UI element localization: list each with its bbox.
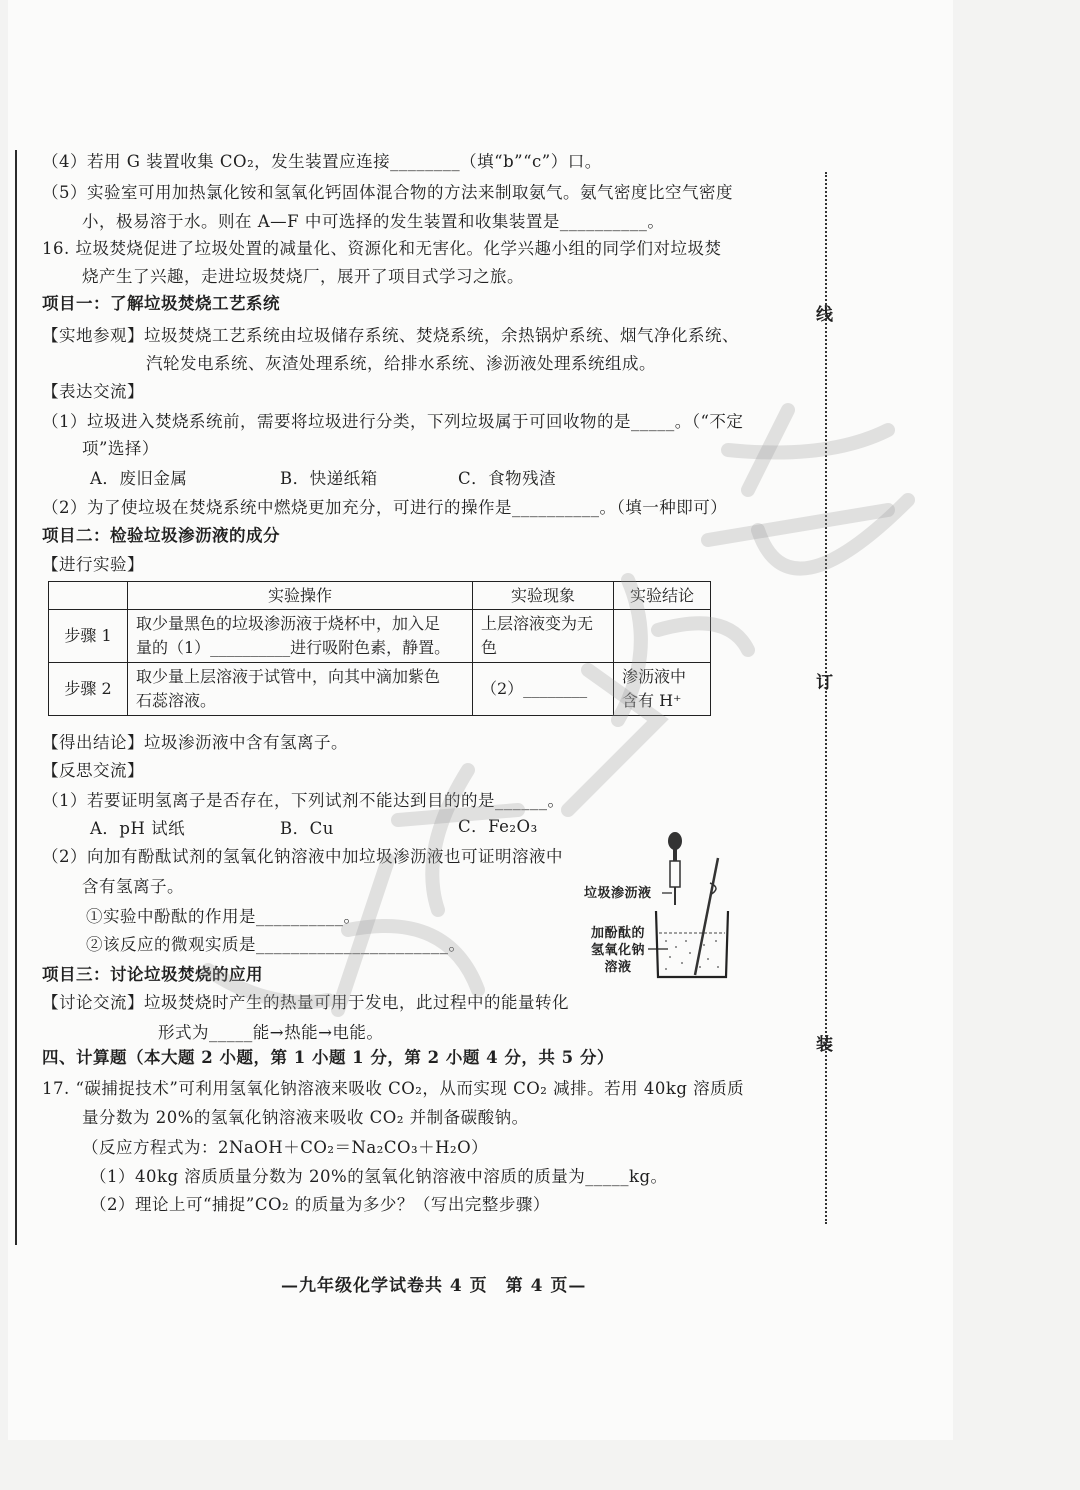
project-2-q2-sub2: ②该反应的微观实质是______________________。: [86, 935, 466, 954]
phenomenon-line: （2）________: [481, 679, 588, 698]
discuss-line1: 【讨论交流】垃圾焚烧时产生的热量可用于发电，此过程中的能量转化: [42, 993, 569, 1012]
question-15-5-line2: 小，极易溶于水。则在 A—F 中可选择的发生装置和收集装置是__________。: [82, 212, 665, 231]
question-16-line2: 烧产生了兴趣，走进垃圾焚烧厂，展开了项目式学习之旅。: [82, 267, 524, 286]
table-header-cell: 实验操作: [128, 582, 473, 610]
operation-line: 石蕊溶液。: [136, 691, 217, 710]
question-17-2: （2）理论上可“捕捉”CO₂ 的质量为多少？（写出完整步骤）: [90, 1195, 550, 1214]
operation-line: 量的（1）__________进行吸附色素，静置。: [136, 638, 451, 657]
option-b: B．快递纸箱: [280, 469, 378, 488]
project-2-q2-sub1: ①实验中酚酞的作用是__________。: [86, 907, 361, 926]
question-17-line2: 量分数为 20%的氢氧化钠溶液来吸收 CO₂ 并制备碳酸钠。: [82, 1108, 529, 1127]
table-header-cell: 实验结论: [614, 582, 711, 610]
site-visit-line2: 汽轮发电系统、灰渣处理系统，给排水系统、渗沥液处理系统组成。: [146, 354, 656, 373]
question-15-4: （4）若用 G 装置收集 CO₂，发生装置应连接________（填“b”“c”）口。: [42, 152, 602, 171]
project-1-heading: 项目一：了解垃圾焚烧工艺系统: [42, 294, 280, 313]
figure-label-solution-line: 氢氧化钠: [591, 943, 646, 958]
dropper-bulb: [668, 832, 682, 850]
discuss-line2: 形式为_____能→热能→电能。: [158, 1023, 384, 1042]
table-header-cell: 实验现象: [473, 582, 614, 610]
figure-label-solution-line: 溶液: [604, 960, 632, 975]
site-visit-line1: 【实地参观】垃圾焚烧工艺系统由垃圾储存系统、焚烧系统，余热锅炉系统、烟气净化系统、: [42, 326, 739, 345]
project-1-q2: （2）为了使垃圾在焚烧系统中燃烧更加充分，可进行的操作是__________。（填一种即可）: [42, 498, 728, 517]
reflect-heading: 【反思交流】: [42, 761, 144, 780]
glass-rod: [695, 858, 718, 975]
table-row: [49, 663, 711, 716]
operation-line: 取少量黑色的垃圾渗沥液于烧杯中，加入足: [136, 614, 441, 633]
table-header-empty: [49, 582, 128, 610]
exam-page: [8, 0, 953, 1440]
question-16-line1: 16. 垃圾焚烧促进了垃圾处置的减量化、资源化和无害化。化学兴趣小组的同学们对垃圾焚: [42, 239, 722, 258]
section-4-heading: 四、计算题（本大题 2 小题，第 1 小题 1 分，第 2 小题 4 分，共 5 分）: [42, 1048, 614, 1067]
binding-mark-xian: 线: [816, 305, 833, 325]
project-2-q2-line2: 含有氢离子。: [82, 877, 184, 896]
left-border-line: [15, 150, 17, 1245]
express-heading: 【表达交流】: [42, 382, 144, 401]
option-c: C．Fe₂O₃: [458, 817, 538, 836]
step-label: 步骤 2: [49, 663, 128, 716]
table-row: [49, 610, 711, 663]
binding-mark-zhuang: 装: [816, 1035, 833, 1055]
binding-line: [825, 172, 827, 1224]
step-label: 步骤 1: [49, 610, 128, 663]
phenomenon-cell: [473, 663, 614, 716]
experiment-heading: 【进行实验】: [42, 555, 144, 574]
reaction-equation: （反应方程式为：2NaOH＋CO₂＝Na₂CO₃＋H₂O）: [82, 1138, 489, 1157]
phenomenon-cell: [473, 610, 614, 663]
page-footer: —九年级化学试卷共 4 页 第 4 页—: [281, 1276, 587, 1296]
operation-cell: [128, 610, 473, 663]
binding-mark-ding: 订: [816, 673, 833, 693]
operation-cell: [128, 663, 473, 716]
phenomenon-line: 上层溶液变为无: [481, 614, 594, 633]
figure-label-solution: [591, 925, 645, 976]
phenomenon-line: 色: [481, 638, 498, 657]
option-c: C．食物残渣: [458, 469, 557, 488]
conclusion-line: 渗沥液中: [622, 667, 687, 686]
conclusion-cell: [614, 610, 711, 663]
project-3-heading: 项目三：讨论垃圾焚烧的应用: [42, 965, 263, 984]
dropper-tube: [670, 861, 680, 887]
project-2-q1: （1）若要证明氢离子是否存在，下列试剂不能达到目的的是______。: [42, 791, 565, 810]
option-a: A．pH 试纸: [90, 819, 186, 838]
question-15-5-line1: （5）实验室可用加热氯化铵和氢氧化钙固体混合物的方法来制取氨气。氨气密度比空气密度: [42, 183, 733, 202]
conclusion-line: 含有 H⁺: [622, 691, 682, 710]
option-a: A．废旧金属: [90, 469, 188, 488]
option-b: B．Cu: [280, 819, 334, 838]
dropper-neck: [673, 849, 677, 861]
conclusion-cell: [614, 663, 711, 716]
project-1-q1-line1: （1）垃圾进入焚烧系统前，需要将垃圾进行分类，下列垃圾属于可回收物的是_____。（“不定: [42, 412, 744, 431]
conclusion-line-text: 【得出结论】垃圾渗沥液中含有氢离子。: [42, 733, 348, 752]
table-header-row: [49, 582, 711, 610]
question-17-1: （1）40kg 溶质质量分数为 20%的氢氧化钠溶液中溶质的质量为_____kg。: [90, 1167, 668, 1186]
project-2-q2-line1: （2）向加有酚酞试剂的氢氧化钠溶液中加垃圾渗沥液也可证明溶液中: [42, 847, 563, 866]
figure-label-solution-line: 加酚酞的: [591, 926, 646, 941]
figure-label-leachate: 垃圾渗沥液: [584, 886, 652, 901]
solution-dots: [665, 940, 719, 970]
project-2-heading: 项目二：检验垃圾渗沥液的成分: [42, 526, 280, 545]
question-17-line1: 17. “碳捕捉技术”可利用氢氧化钠溶液来吸收 CO₂，从而实现 CO₂ 减排。若用 40kg 溶质质: [42, 1079, 745, 1098]
project-1-q1-line2: 项”选择）: [82, 439, 159, 458]
operation-line: 取少量上层溶液于试管中，向其中滴加紫色: [136, 667, 441, 686]
experiment-table: [48, 581, 711, 716]
